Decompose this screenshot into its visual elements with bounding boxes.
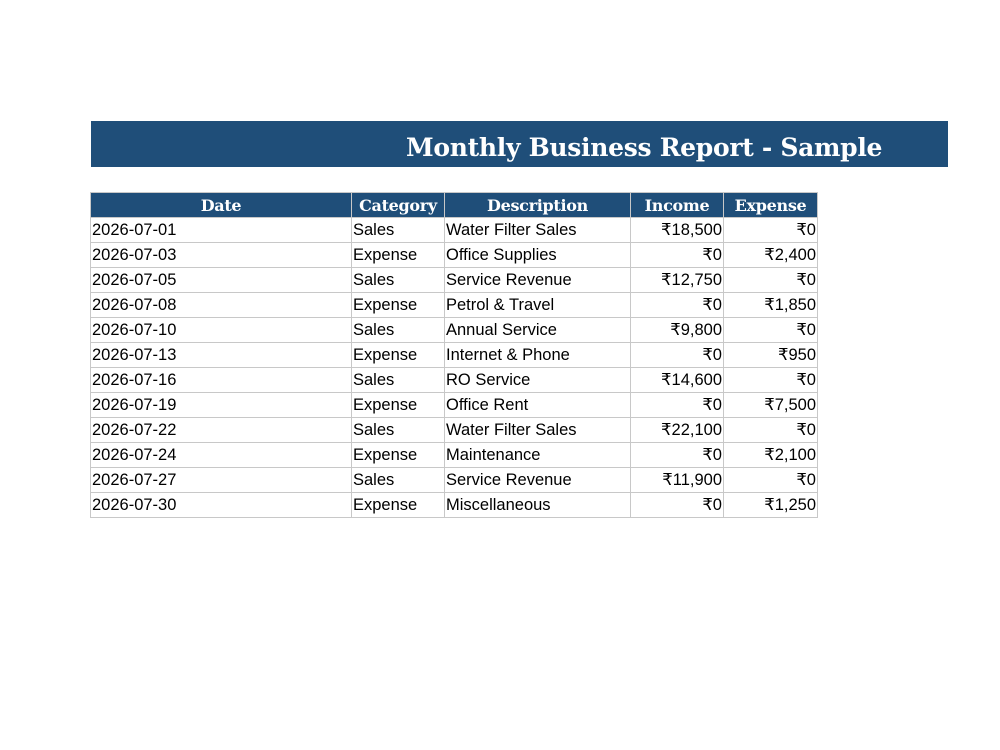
table-row (91, 293, 818, 318)
cell-income[interactable]: ₹9,800 (631, 318, 724, 343)
cell-date[interactable]: 2026-07-22 (91, 418, 352, 443)
cell-income[interactable]: ₹22,100 (631, 418, 724, 443)
cell-description[interactable]: Office Supplies (445, 243, 631, 268)
cell-date[interactable]: 2026-07-27 (91, 468, 352, 493)
table-row (91, 318, 818, 343)
table-row (91, 268, 818, 293)
table-row (91, 443, 818, 468)
cell-category[interactable]: Expense (352, 293, 445, 318)
cell-date[interactable]: 2026-07-01 (91, 218, 352, 243)
cell-date[interactable]: 2026-07-24 (91, 443, 352, 468)
cell-category[interactable]: Sales (352, 318, 445, 343)
report-title: Monthly Business Report - Sample (406, 133, 883, 162)
cell-category[interactable]: Sales (352, 368, 445, 393)
cell-description[interactable]: Internet & Phone (445, 343, 631, 368)
table-row (91, 218, 818, 243)
cell-category[interactable]: Sales (352, 218, 445, 243)
cell-income[interactable]: ₹14,600 (631, 368, 724, 393)
cell-expense[interactable]: ₹0 (724, 368, 818, 393)
cell-income[interactable]: ₹0 (631, 493, 724, 518)
cell-category[interactable]: Expense (352, 443, 445, 468)
cell-income[interactable]: ₹0 (631, 393, 724, 418)
table-row (91, 368, 818, 393)
cell-description[interactable]: Miscellaneous (445, 493, 631, 518)
cell-income[interactable]: ₹12,750 (631, 268, 724, 293)
cell-description[interactable]: Office Rent (445, 393, 631, 418)
cell-description[interactable]: Petrol & Travel (445, 293, 631, 318)
table-row (91, 393, 818, 418)
header-expense: Expense (724, 193, 818, 218)
cell-description[interactable]: Water Filter Sales (445, 218, 631, 243)
cell-expense[interactable]: ₹0 (724, 418, 818, 443)
cell-description[interactable]: Service Revenue (445, 268, 631, 293)
cell-expense[interactable]: ₹1,850 (724, 293, 818, 318)
cell-expense[interactable]: ₹0 (724, 468, 818, 493)
cell-date[interactable]: 2026-07-08 (91, 293, 352, 318)
table-row (91, 468, 818, 493)
table-row (91, 418, 818, 443)
header-row (91, 193, 818, 218)
header-income: Income (631, 193, 724, 218)
cell-income[interactable]: ₹11,900 (631, 468, 724, 493)
cell-income[interactable]: ₹0 (631, 243, 724, 268)
header-description: Description (445, 193, 631, 218)
cell-date[interactable]: 2026-07-30 (91, 493, 352, 518)
cell-description[interactable]: Annual Service (445, 318, 631, 343)
cell-date[interactable]: 2026-07-13 (91, 343, 352, 368)
cell-description[interactable]: RO Service (445, 368, 631, 393)
cell-description[interactable]: Maintenance (445, 443, 631, 468)
cell-income[interactable]: ₹18,500 (631, 218, 724, 243)
report-body (91, 218, 818, 518)
header-date: Date (91, 193, 352, 218)
table-row (91, 493, 818, 518)
cell-expense[interactable]: ₹950 (724, 343, 818, 368)
cell-expense[interactable]: ₹2,400 (724, 243, 818, 268)
cell-category[interactable]: Sales (352, 418, 445, 443)
cell-category[interactable]: Expense (352, 343, 445, 368)
cell-category[interactable]: Expense (352, 393, 445, 418)
cell-expense[interactable]: ₹0 (724, 318, 818, 343)
cell-income[interactable]: ₹0 (631, 343, 724, 368)
cell-category[interactable]: Expense (352, 243, 445, 268)
header-category: Category (352, 193, 445, 218)
cell-date[interactable]: 2026-07-16 (91, 368, 352, 393)
cell-description[interactable]: Service Revenue (445, 468, 631, 493)
table-row (91, 343, 818, 368)
cell-income[interactable]: ₹0 (631, 443, 724, 468)
report-table (90, 192, 818, 518)
cell-category[interactable]: Sales (352, 268, 445, 293)
cell-expense[interactable]: ₹2,100 (724, 443, 818, 468)
cell-date[interactable]: 2026-07-10 (91, 318, 352, 343)
cell-category[interactable]: Sales (352, 468, 445, 493)
cell-expense[interactable]: ₹0 (724, 218, 818, 243)
cell-description[interactable]: Water Filter Sales (445, 418, 631, 443)
cell-expense[interactable]: ₹1,250 (724, 493, 818, 518)
cell-expense[interactable]: ₹7,500 (724, 393, 818, 418)
cell-expense[interactable]: ₹0 (724, 268, 818, 293)
cell-date[interactable]: 2026-07-05 (91, 268, 352, 293)
cell-date[interactable]: 2026-07-19 (91, 393, 352, 418)
table-row (91, 243, 818, 268)
cell-category[interactable]: Expense (352, 493, 445, 518)
cell-date[interactable]: 2026-07-03 (91, 243, 352, 268)
cell-income[interactable]: ₹0 (631, 293, 724, 318)
